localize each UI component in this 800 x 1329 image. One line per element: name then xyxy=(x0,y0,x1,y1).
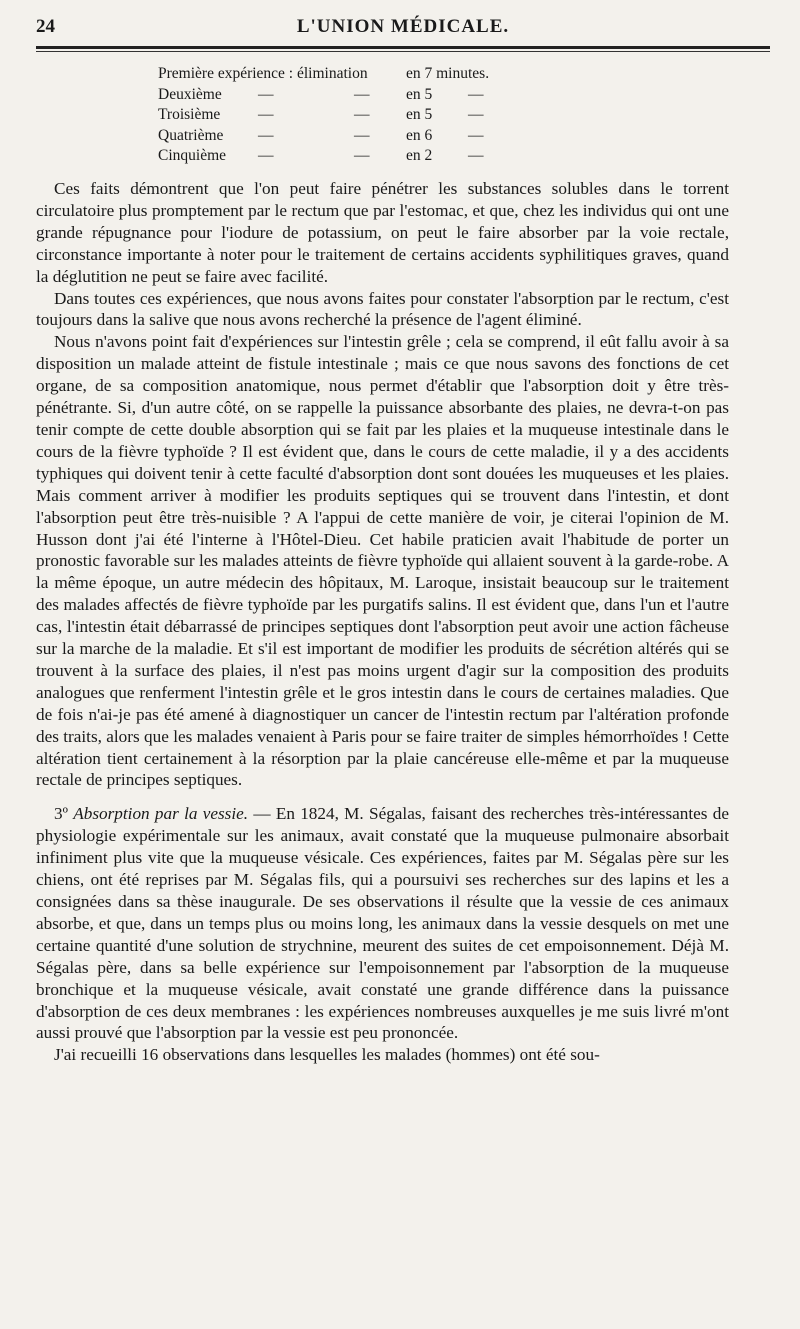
article-body xyxy=(36,178,729,1066)
ditto-dash: — xyxy=(258,106,274,123)
header-rule xyxy=(36,46,770,49)
experiment-time: en 6 xyxy=(406,126,433,144)
header-rule-thin xyxy=(36,51,770,52)
ditto-dash: — xyxy=(468,126,484,144)
ditto-dash: — xyxy=(354,85,370,103)
ditto-dash: — xyxy=(354,106,370,123)
paragraph: Dans toutes ces expériences, que nous avons faites pour constater l'absorption par le rectum, c'est toujours dans la salive que nous avons recherché la présence de l'agent éliminé. xyxy=(36,288,729,330)
section-number: 3º xyxy=(54,804,68,824)
paragraph: Ces faits démontrent que l'on peut faire pénétrer les substances solubles dans le torrent circulatoire plus promptement par le rectum que par l'estomac, et que, chez les individus qui ont une grande répugnance pour l'iodure de potassium, on peut le faire absorber par la voie rectale, circonstance importante à noter pour le traitement de certains accidents syphilitiques graves, quand la déglutition ne peut se faire avec facilité. xyxy=(36,179,729,286)
ditto-dash: — xyxy=(258,85,274,103)
section-heading: Absorption par la vessie. xyxy=(73,804,249,824)
experiment-row xyxy=(158,105,558,126)
experiment-row xyxy=(158,64,558,85)
experiment-label: Deuxième xyxy=(158,85,222,103)
experiment-label: Quatrième xyxy=(158,126,224,144)
ditto-dash: — xyxy=(258,147,274,164)
ditto-dash: — xyxy=(354,147,370,164)
ditto-dash: — xyxy=(468,106,484,123)
experiment-row xyxy=(158,126,558,147)
page-header xyxy=(36,16,770,46)
experiment-row xyxy=(158,85,558,106)
section-text: — En 1824, M. Ségalas, faisant des recherches très-intéressantes de physiologie expérimentale sur les animaux, avait constaté que la muqueuse pulmonaire absorbait infiniment plus vite que la muqueuse vésicale. Ces expériences, faites par M. Ségalas père sur les chiens, ont été reprises par M. Ségalas fils, qui a poursuivi ses recherches sur des lapins et les a consignées dans sa thèse inaugurale. De ses observations il résulte que la vessie de ces animaux absorbe, et que, dans un temps plus ou moins long, les animaux dans la vessie desquels on met une certaine quantité d'une solution de strychnine, meurent des suites de cet empoisonnement. Déjà M. Ségalas père, dans sa belle expérience sur l'empoisonnement par l'absorption de la muqueuse bronchique et la muqueuse vésicale, avait constaté une grande différence dans la puissance d'absorption de ces deux membranes : les expériences nombreuses auxquelles je me suis livré m'ont aussi prouvé que l'absorption par la vessie est peu prononcée. xyxy=(36,804,729,1043)
page-number: 24 xyxy=(36,16,55,37)
running-title: L'UNION MÉDICALE. xyxy=(296,16,510,37)
experiment-list xyxy=(158,64,558,167)
experiment-time: en 5 xyxy=(406,85,433,103)
section-paragraph xyxy=(36,803,729,1044)
experiment-label: Première expérience : élimination xyxy=(158,65,368,82)
experiment-row xyxy=(158,146,558,167)
ditto-dash: — xyxy=(354,126,370,144)
paragraph: J'ai recueilli 16 observations dans lesquelles les malades (hommes) ont été sou- xyxy=(54,1045,600,1065)
paragraph: Nous n'avons point fait d'expériences sur l'intestin grêle ; cela se comprend, il eût fallu avoir à sa disposition un malade atteint de fistule intestinale ; mais ce que nous savons des fonctions de cet organe, de sa composition anatomique, nous permet d'établir que l'absorption doit y être très-pénétrante. Si, d'un autre côté, on se rappelle la puissance absorbante des plaies, ne devra-t-on pas tenir compte de cette double absorption qui se fait par les plaies et la muqueuse intestinale dans le cours de la fièvre typhoïde ? Il est évident que, dans le cours de cette maladie, il y a des accidents typhiques qui doivent tenir à cette faculté d'absorption dont sont douées les muqueuses et les plaies. Mais comment arriver à modifier les produits septiques qui se trouvent dans l'intestin, et dont l'absorption peut être très-nuisible ? A l'appui de cette manière de voir, je citerai l'opinion de M. Husson dont j'ai été l'interne à l'Hôtel-Dieu. Cet habile praticien avait l'habitude de porter un pronostic favorable sur les malades atteints de fièvre typhoïde qui allaient souvent à la garde-robe. A la même époque, un autre médecin des hôpitaux, M. Laroque, insistait beaucoup sur le traitement des malades affectés de fièvre typhoïde par les purgatifs salins. Il est évident que, dans l'un et l'autre cas, l'intestin était débarrassé de principes septiques dont l'absorption peut avoir une action fâcheuse sur la marche de la maladie. Et s'il est important de modifier les produits de sécrétion altérés qui se trouvent à la surface des plaies, il n'est pas moins urgent d'agir sur la composition des produits analogues que renferment l'intestin grêle et le gros intestin dans le cours de certaines maladies. Que de fois n'ai-je pas été amené à diagnostiquer un cancer de l'intestin rectum par l'altération profonde des traits, alors que les malades venaient à Paris pour se faire traiter de simples hémorrhoïdes ! Cette altération tient certainement à la résorption par la plaie cancéreuse elle-même et par la muqueuse rectale de principes septiques. xyxy=(36,332,729,790)
experiment-label: Troisième xyxy=(158,106,221,123)
experiment-time: en 7 minutes. xyxy=(406,65,490,82)
ditto-dash: — xyxy=(468,147,484,164)
ditto-dash: — xyxy=(468,85,484,103)
ditto-dash: — xyxy=(258,126,274,144)
experiment-time: en 2 xyxy=(406,147,433,164)
experiment-label: Cinquième xyxy=(158,147,227,164)
experiment-time: en 5 xyxy=(406,106,433,123)
